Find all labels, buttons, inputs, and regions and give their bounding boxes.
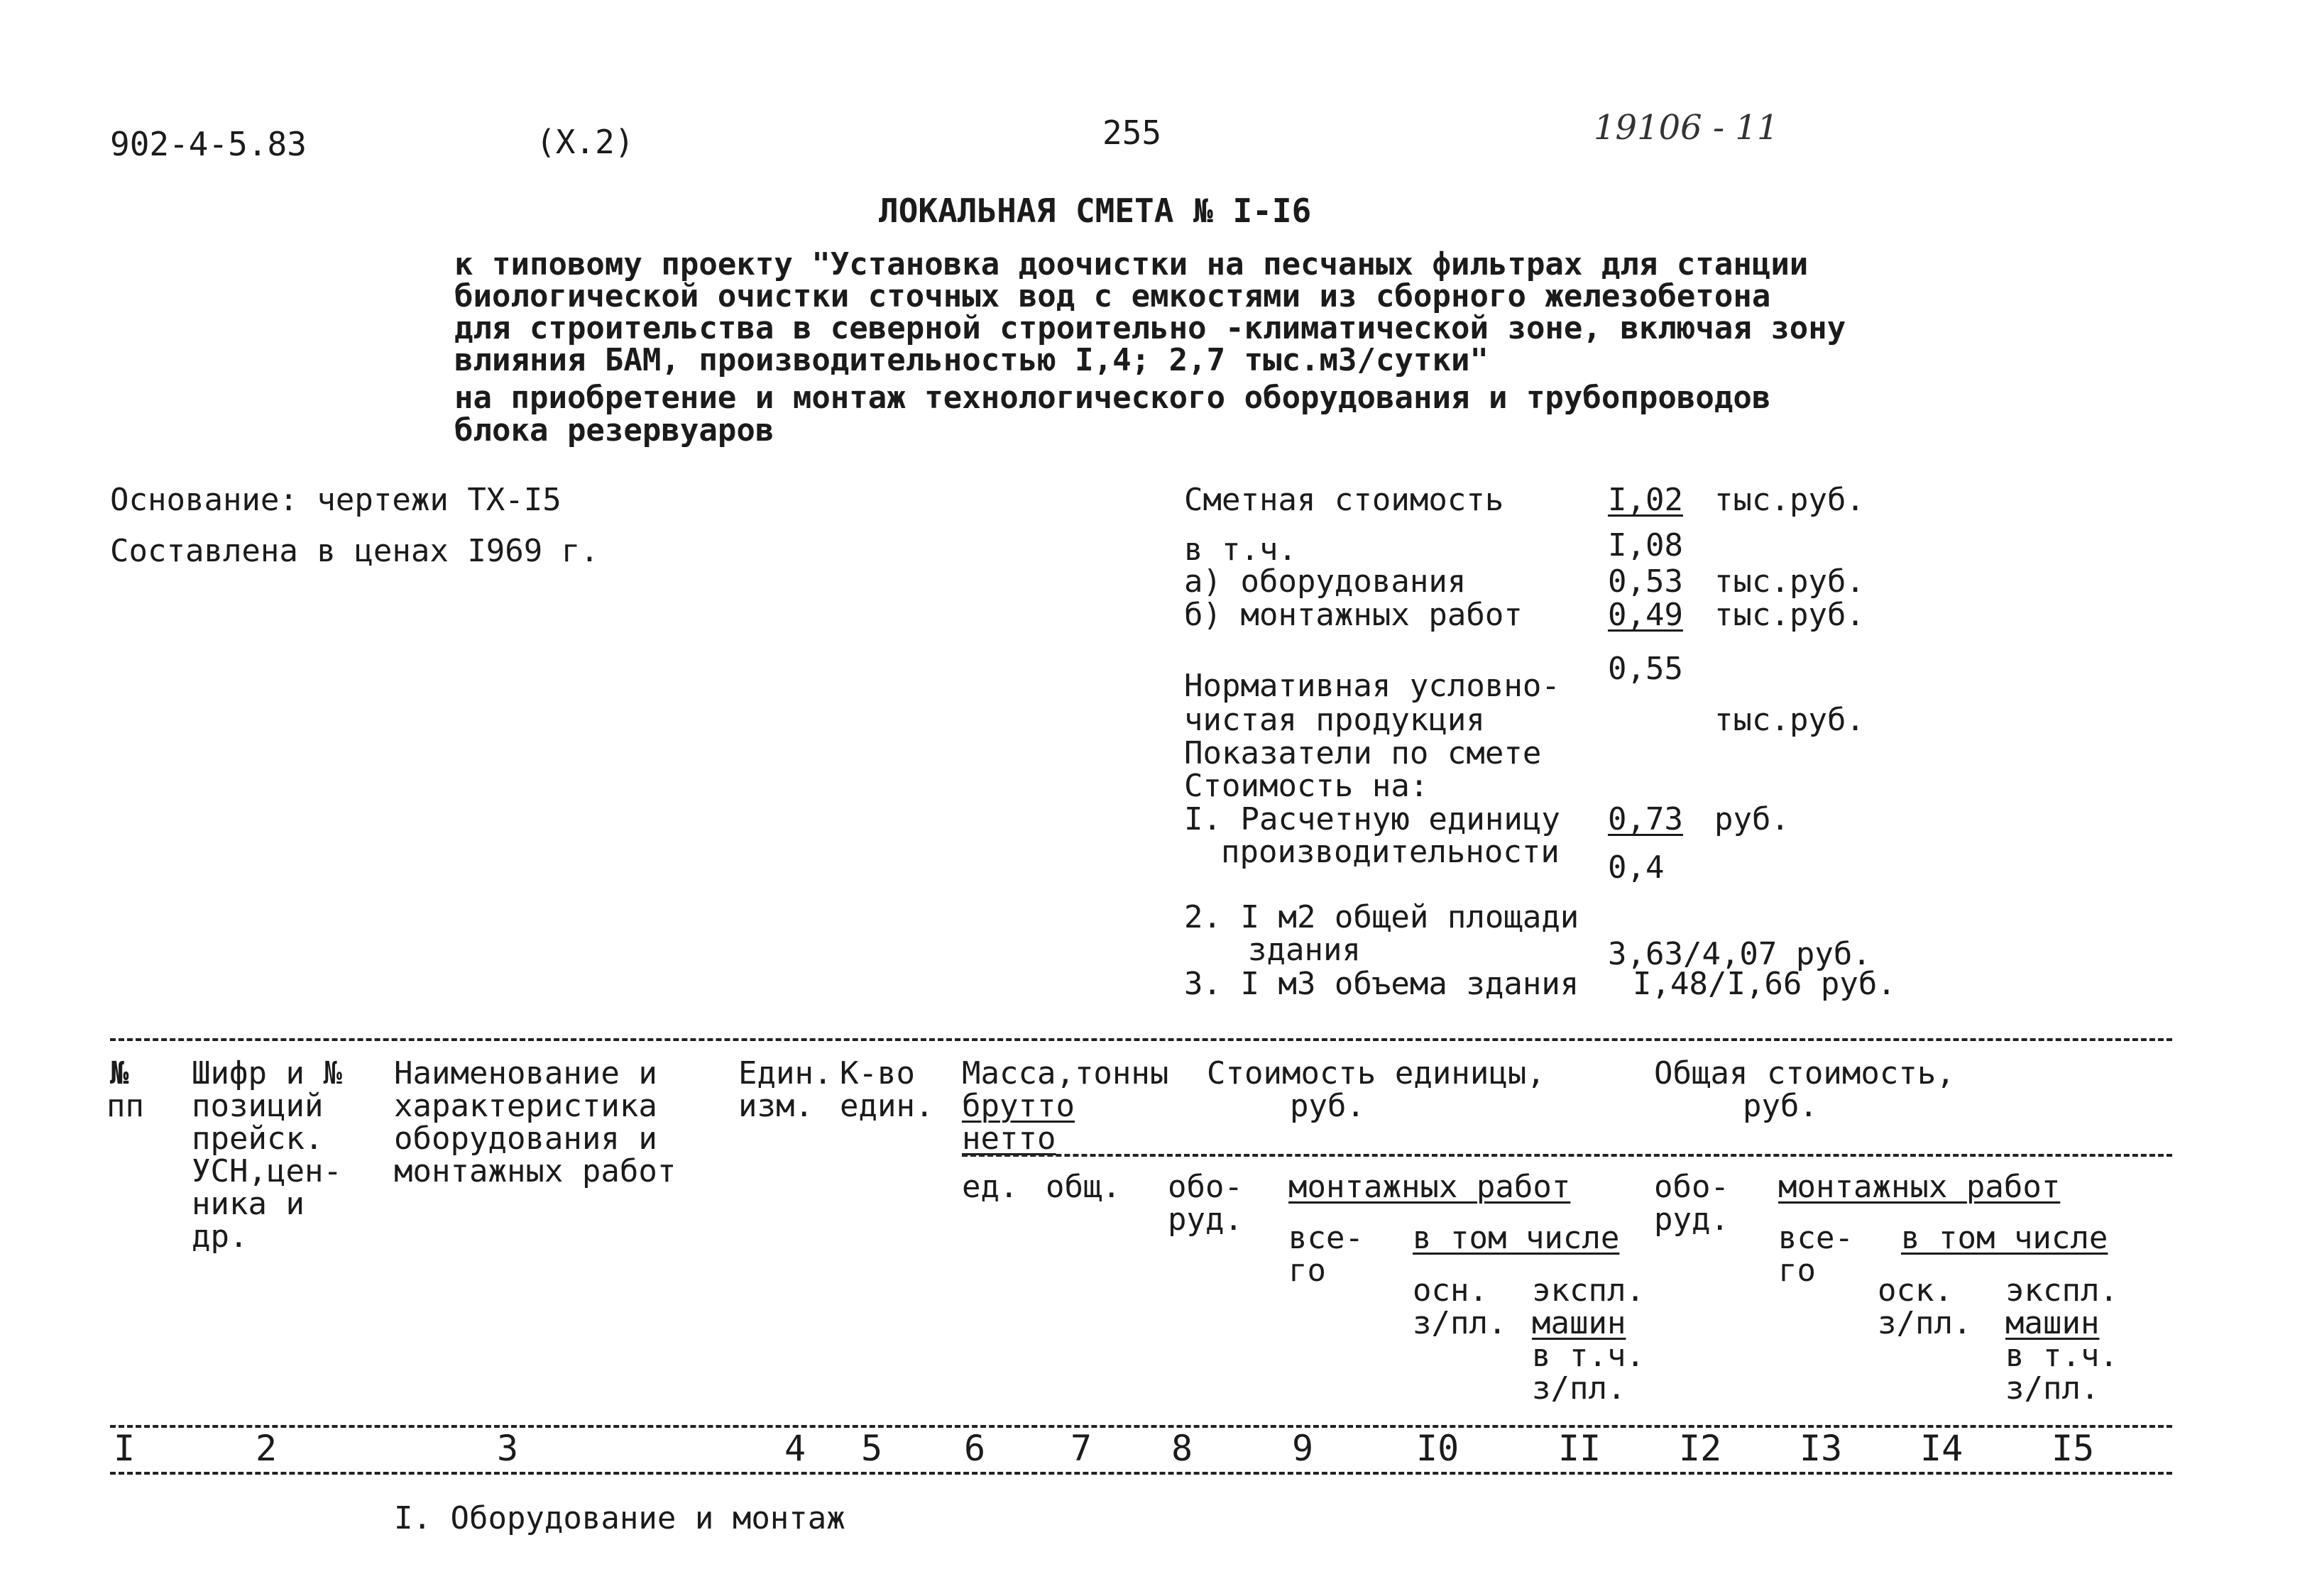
column-number: 2: [256, 1428, 278, 1469]
col-qty-header-2: един.: [840, 1088, 934, 1124]
col-unit-header: Един.: [738, 1055, 833, 1091]
header-mid-rule: [962, 1154, 2172, 1157]
col-unit-cost-rub: руб.: [1290, 1088, 1365, 1124]
col-name-header-line: характеристика: [394, 1088, 657, 1124]
indicator-1-label: I. Расчетную единицу: [1184, 801, 1560, 837]
col-unit-machines-2: машин: [1532, 1305, 1626, 1341]
estimated-cost-label: Сметная стоимость: [1184, 482, 1504, 518]
col-total-install-incl: в том числе: [1901, 1220, 2108, 1256]
col-unit-install-total: все-: [1288, 1220, 1364, 1256]
col-unit-machines-3: в т.ч.: [1532, 1338, 1645, 1374]
column-number: 6: [964, 1428, 986, 1469]
installation-label: б) монтажных работ: [1184, 597, 1523, 633]
column-number: I3: [1800, 1428, 1843, 1469]
col-total-machines-4: з/пл.: [2005, 1370, 2100, 1407]
col-total-install-total-2: го: [1778, 1253, 1816, 1289]
table-top-rule: [110, 1038, 2172, 1041]
column-number: I0: [1416, 1428, 1459, 1469]
col-mass-header: Масса,тонны: [962, 1055, 1169, 1091]
column-number: I: [114, 1428, 136, 1469]
col-total-install-works: монтажных работ: [1778, 1169, 2061, 1205]
column-number: 4: [784, 1428, 806, 1469]
indicator-1-value-2: 0,4: [1608, 849, 1665, 886]
col-unit-machines-4: з/пл.: [1532, 1370, 1626, 1407]
indicator-3-label: 3. I м3 объема здания: [1184, 966, 1579, 1002]
description-line: влияния БАМ, производительностью I,4; 2,7 тыс.м3/сутки": [454, 342, 1489, 378]
col-mass-per-unit: ед.: [962, 1169, 1019, 1205]
col-total-equipment: обо-: [1654, 1169, 1729, 1205]
col-code-header-line: позиций: [192, 1088, 324, 1124]
col-number-header: №: [110, 1055, 129, 1091]
col-mass-net: нетто: [962, 1121, 1056, 1157]
indicator-2-value: 3,63/4,07 руб.: [1608, 936, 1871, 972]
indicator-2-label-2: здания: [1248, 932, 1361, 968]
normative-product-unit: тыс.руб.: [1714, 702, 1865, 738]
col-total-equipment-2: руд.: [1654, 1201, 1729, 1238]
col-mass-gross: брутто: [962, 1088, 1075, 1124]
header-bottom-rule: [110, 1425, 2172, 1428]
indicator-1-value: 0,73: [1608, 801, 1683, 837]
description-line: к типовому проекту "Установка доочистки на песчаных фильтрах для станции: [454, 246, 1809, 282]
col-unit-install-incl: в том числе: [1413, 1220, 1620, 1256]
col-code-header-line: УСН,цен-: [192, 1153, 342, 1189]
estimated-cost-value: I,02: [1608, 482, 1683, 518]
equipment-unit: тыс.руб.: [1714, 563, 1865, 600]
handwritten-reference: 19106 - 11: [1594, 108, 1779, 148]
col-unit-cost-header: Стоимость единицы,: [1207, 1055, 1545, 1091]
document-code: 902-4-5.83: [110, 125, 307, 163]
installation-extra-value: 0,55: [1608, 651, 1683, 687]
col-code-header-line: ника и: [192, 1186, 305, 1222]
col-total-cost-rub: руб.: [1743, 1088, 1818, 1124]
column-number: 8: [1171, 1428, 1193, 1469]
col-total-machines: экспл.: [2005, 1272, 2118, 1309]
description-line: для строительства в северной строительно -климатической зоне, включая зону: [454, 310, 1846, 346]
estimate-title: ЛОКАЛЬНАЯ СМЕТА № I-I6: [879, 192, 1312, 230]
section-heading: I. Оборудование и монтаж: [394, 1500, 845, 1536]
col-mass-total: общ.: [1046, 1169, 1121, 1205]
volume-label: (X.2): [536, 123, 635, 161]
col-unit-install-basic-2: з/пл.: [1413, 1305, 1507, 1341]
col-unit-equipment-2: руд.: [1168, 1201, 1243, 1238]
column-number: 7: [1070, 1428, 1092, 1469]
installation-value: 0,49: [1608, 597, 1683, 633]
description-line: на приобретение и монтаж технологического оборудования и трубопроводов: [454, 380, 1771, 416]
indicators-label: Показатели по смете: [1184, 735, 1542, 771]
indicator-2-label: 2. I м2 общей площади: [1184, 899, 1579, 935]
col-total-machines-2: машин: [2005, 1305, 2100, 1341]
including-value: I,08: [1608, 527, 1683, 563]
col-total-install-total: все-: [1778, 1220, 1853, 1256]
normative-product-label: Нормативная условно-: [1184, 668, 1560, 704]
col-unit-header-2: изм.: [738, 1088, 814, 1124]
including-label: в т.ч.: [1184, 532, 1297, 568]
indicator-1-unit: руб.: [1714, 801, 1790, 837]
col-unit-equipment: обо-: [1168, 1169, 1243, 1205]
col-name-header-line: оборудования и: [394, 1121, 657, 1157]
col-number-header-2: пп: [106, 1088, 144, 1124]
col-unit-install-works: монтажных работ: [1288, 1169, 1571, 1205]
description-line: блока резервуаров: [454, 412, 774, 448]
col-code-header-line: прейск.: [192, 1121, 324, 1157]
col-total-install-basic-2: з/пл.: [1878, 1305, 1972, 1341]
installation-unit: тыс.руб.: [1714, 597, 1865, 633]
indicator-1-label-2: производительности: [1221, 834, 1560, 870]
column-numbers-rule: [110, 1472, 2172, 1475]
col-code-header-line: др.: [192, 1218, 248, 1255]
col-qty-header: К-во: [840, 1055, 915, 1091]
col-unit-machines: экспл.: [1532, 1272, 1645, 1309]
basis-line: Основание: чертежи ТХ-I5: [110, 482, 562, 518]
col-code-header: Шифр и №: [192, 1055, 342, 1091]
col-total-install-basic: оск.: [1878, 1272, 1953, 1309]
col-total-cost-header: Общая стоимость,: [1654, 1055, 1955, 1091]
description-line: биологической очистки сточных вод с емкостями из сборного железобетона: [454, 278, 1771, 314]
page-number: 255: [1102, 114, 1162, 152]
col-name-header-line: монтажных работ: [394, 1153, 677, 1189]
col-unit-install-basic: осн.: [1413, 1272, 1488, 1309]
column-number: 5: [861, 1428, 883, 1469]
column-number: 3: [497, 1428, 519, 1469]
estimated-cost-unit: тыс.руб.: [1714, 482, 1865, 518]
column-number: I2: [1679, 1428, 1722, 1469]
col-total-machines-3: в т.ч.: [2005, 1338, 2118, 1374]
equipment-label: а) оборудования: [1184, 563, 1467, 600]
indicator-3-value: I,48/I,66 руб.: [1633, 966, 1896, 1002]
column-number: I4: [1920, 1428, 1963, 1469]
normative-product-label-2: чистая продукция: [1184, 702, 1485, 738]
column-number: I5: [2052, 1428, 2095, 1469]
column-number: 9: [1292, 1428, 1314, 1469]
equipment-value: 0,53: [1608, 563, 1683, 600]
col-unit-install-total-2: го: [1288, 1253, 1326, 1289]
column-number: II: [1558, 1428, 1601, 1469]
col-name-header: Наименование и: [394, 1055, 657, 1091]
prices-line: Составлена в ценах I969 г.: [110, 533, 599, 569]
cost-per-label: Стоимость на:: [1184, 768, 1429, 804]
